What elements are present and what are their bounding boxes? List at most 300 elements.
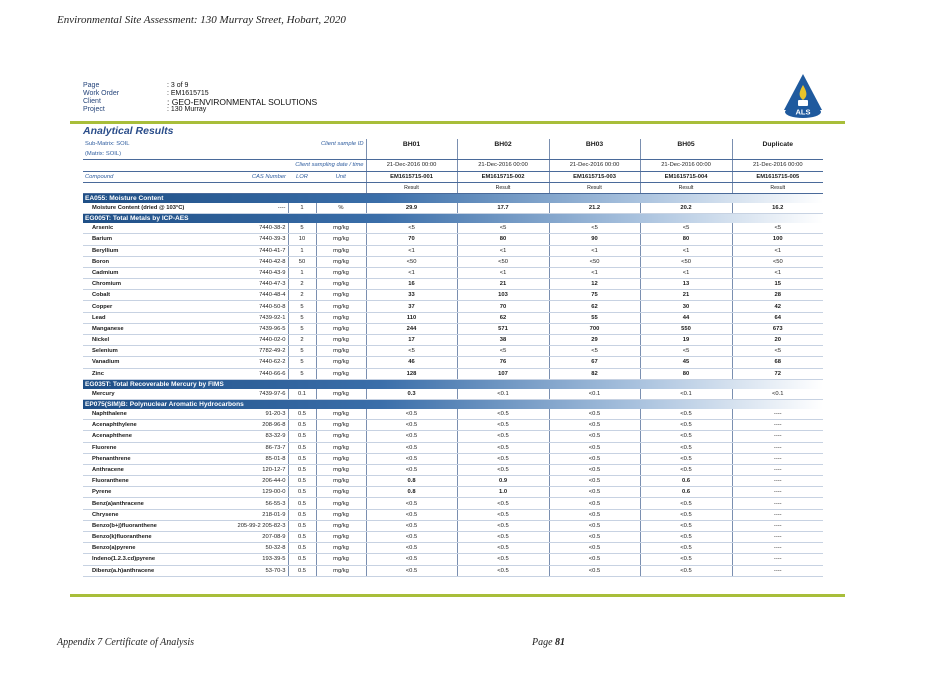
result-label: Result [457, 182, 549, 193]
cas-number: 7440-02-0 [211, 335, 288, 346]
lor-value: 5 [288, 323, 316, 334]
result-value: <0.5 [366, 565, 457, 576]
empty-cell [549, 149, 640, 160]
result-label: Result [640, 182, 732, 193]
result-value: <5 [640, 346, 732, 357]
compound-name: Benzo(a)pyrene [83, 543, 211, 554]
compound-name: Fluorene [83, 442, 211, 453]
cas-number: 91-20-3 [211, 409, 288, 420]
cas-number: ---- [211, 203, 288, 214]
result-value: <0.5 [640, 442, 732, 453]
compound-name: Benzo(b+j)fluoranthene [83, 520, 211, 531]
sample-date: 21-Dec-2016 00:00 [640, 160, 732, 171]
result-value: <0.1 [549, 389, 640, 400]
table-row [83, 234, 823, 245]
result-value: <0.5 [366, 509, 457, 520]
result-value: <1 [366, 245, 457, 256]
compound-name: Arsenic [83, 223, 211, 234]
result-value: 80 [640, 234, 732, 245]
result-value: 0.8 [366, 487, 457, 498]
cas-number: 206-44-0 [211, 476, 288, 487]
document-header: Environmental Site Assessment: 130 Murray Street, Hobart, 2020 [57, 14, 346, 26]
cas-number: 7440-43-9 [211, 267, 288, 278]
unit-value: mg/kg [316, 389, 366, 400]
sample-date: 21-Dec-2016 00:00 [549, 160, 640, 171]
cas-number: 7440-47-3 [211, 279, 288, 290]
unit-value: mg/kg [316, 290, 366, 301]
result-value: <0.5 [366, 520, 457, 531]
result-value: <0.5 [549, 409, 640, 420]
table-row [83, 290, 823, 301]
result-value: 20 [732, 335, 823, 346]
result-value: 46 [366, 357, 457, 368]
compound-name: Naphthalene [83, 409, 211, 420]
result-value: <0.5 [457, 442, 549, 453]
compound-name: Anthracene [83, 464, 211, 475]
sample-date: 21-Dec-2016 00:00 [732, 160, 823, 171]
table-row [83, 256, 823, 267]
sample-id: BH05 [640, 139, 732, 149]
result-value: 16 [366, 279, 457, 290]
result-value: <0.5 [457, 565, 549, 576]
result-value: <0.5 [549, 520, 640, 531]
result-value: ---- [732, 464, 823, 475]
result-value: <0.5 [457, 453, 549, 464]
compound-header: Compound [83, 171, 211, 182]
table-row [83, 543, 823, 554]
result-value: 571 [457, 323, 549, 334]
meta-row [83, 82, 317, 90]
lor-value: 0.5 [288, 498, 316, 509]
compound-name: Mercury [83, 389, 211, 400]
result-value: ---- [732, 554, 823, 565]
empty-cell [457, 149, 549, 160]
unit-value: mg/kg [316, 335, 366, 346]
lor-value: 0.5 [288, 509, 316, 520]
unit-value: mg/kg [316, 498, 366, 509]
result-value: <0.5 [457, 509, 549, 520]
empty-cell [83, 160, 211, 171]
unit-value: mg/kg [316, 554, 366, 565]
compound-name: Beryllium [83, 245, 211, 256]
result-value: 37 [366, 301, 457, 312]
section-title: EP075(SIM)B: Polynuclear Aromatic Hydrocarbons [83, 399, 823, 409]
table-row [83, 357, 823, 368]
result-value: ---- [732, 453, 823, 464]
compound-name: Fluoranthene [83, 476, 211, 487]
cas-number: 7782-49-2 [211, 346, 288, 357]
result-value: <5 [549, 223, 640, 234]
result-value: <0.5 [640, 420, 732, 431]
page-title: Analytical Results [83, 125, 174, 137]
cas-number: 7440-42-8 [211, 256, 288, 267]
table-row [83, 223, 823, 234]
compound-name: Benz(a)anthracene [83, 498, 211, 509]
result-value: 38 [457, 335, 549, 346]
result-value: <0.5 [640, 431, 732, 442]
result-value: <0.5 [366, 420, 457, 431]
lab-id: EM1615715-003 [549, 171, 640, 182]
result-value: <0.5 [549, 487, 640, 498]
meta-value: : 130 Murray [167, 106, 207, 113]
result-value: <1 [366, 267, 457, 278]
section-header [83, 399, 823, 409]
lor-value: 0.5 [288, 487, 316, 498]
unit-value: mg/kg [316, 420, 366, 431]
empty-cell [640, 149, 732, 160]
meta-label: Work Order [83, 90, 120, 97]
result-label: Result [549, 182, 640, 193]
lab-id: EM1615715-004 [640, 171, 732, 182]
result-value: 13 [640, 279, 732, 290]
result-value: <0.5 [366, 543, 457, 554]
result-value: 700 [549, 323, 640, 334]
result-value: <0.5 [640, 509, 732, 520]
lor-value: 0.5 [288, 554, 316, 565]
cas-number: 7440-66-6 [211, 368, 288, 379]
result-value: 16.2 [732, 203, 823, 214]
result-value: <0.5 [549, 431, 640, 442]
result-value: 70 [366, 234, 457, 245]
result-value: ---- [732, 420, 823, 431]
cas-number: 7439-97-6 [211, 389, 288, 400]
compound-name: Nickel [83, 335, 211, 346]
result-value: ---- [732, 543, 823, 554]
lor-value: 1 [288, 203, 316, 214]
result-value: <5 [549, 346, 640, 357]
result-value: ---- [732, 520, 823, 531]
table-row [83, 279, 823, 290]
section-title: EA055: Moisture Content [83, 193, 823, 203]
meta-row [83, 106, 317, 114]
unit-value: mg/kg [316, 234, 366, 245]
compound-name: Acenaphthene [83, 431, 211, 442]
result-value: <0.5 [457, 543, 549, 554]
result-value: 28 [732, 290, 823, 301]
submatrix-label: Sub-Matrix: SOIL [85, 141, 130, 148]
lor-value: 50 [288, 256, 316, 267]
result-value: <0.5 [549, 532, 640, 543]
result-value: 30 [640, 301, 732, 312]
sample-date: 21-Dec-2016 00:00 [366, 160, 457, 171]
result-value: 110 [366, 312, 457, 323]
table-row [83, 368, 823, 379]
result-value: <1 [640, 245, 732, 256]
result-value: 80 [457, 234, 549, 245]
table-row [83, 442, 823, 453]
lor-value: 0.5 [288, 532, 316, 543]
result-value: 0.3 [366, 389, 457, 400]
compound-name: Vanadium [83, 357, 211, 368]
result-value: <1 [457, 267, 549, 278]
result-value: 0.9 [457, 476, 549, 487]
result-value: <5 [457, 223, 549, 234]
cas-number: 50-32-8 [211, 543, 288, 554]
cas-number: 85-01-8 [211, 453, 288, 464]
result-value: <0.5 [366, 554, 457, 565]
table-row [83, 312, 823, 323]
table-row [83, 498, 823, 509]
unit-value: mg/kg [316, 267, 366, 278]
compound-name: Dibenz(a.h)anthracene [83, 565, 211, 576]
result-value: <0.1 [457, 389, 549, 400]
lab-id: EM1615715-005 [732, 171, 823, 182]
compound-name: Pyrene [83, 487, 211, 498]
result-value: <5 [732, 223, 823, 234]
unit-value: mg/kg [316, 301, 366, 312]
unit-value: mg/kg [316, 431, 366, 442]
result-value: ---- [732, 509, 823, 520]
table-row [83, 335, 823, 346]
meta-row [83, 98, 317, 106]
result-value: <0.5 [457, 498, 549, 509]
logo-text: ALS [795, 107, 811, 117]
result-value: <5 [457, 346, 549, 357]
result-value: 72 [732, 368, 823, 379]
result-value: <0.5 [457, 409, 549, 420]
lor-value: 5 [288, 346, 316, 357]
lor-value: 2 [288, 290, 316, 301]
result-value: <0.5 [549, 498, 640, 509]
result-value: <0.1 [640, 389, 732, 400]
result-value: 21 [457, 279, 549, 290]
result-value: 75 [549, 290, 640, 301]
result-value: 244 [366, 323, 457, 334]
compound-name: Phenanthrene [83, 453, 211, 464]
cas-number: 120-12-7 [211, 464, 288, 475]
unit-value: % [316, 203, 366, 214]
result-value: <1 [549, 267, 640, 278]
result-value: <0.5 [457, 532, 549, 543]
result-value: <0.5 [366, 532, 457, 543]
result-value: <0.5 [457, 554, 549, 565]
compound-name: Cobalt [83, 290, 211, 301]
result-value: ---- [732, 431, 823, 442]
lor-value: 0.5 [288, 464, 316, 475]
result-value: <0.5 [549, 420, 640, 431]
unit-value: mg/kg [316, 223, 366, 234]
result-value: 15 [732, 279, 823, 290]
result-value: <0.5 [457, 520, 549, 531]
cas-number: 7440-39-3 [211, 234, 288, 245]
result-value: <0.5 [366, 453, 457, 464]
table-row [83, 409, 823, 420]
result-value: 64 [732, 312, 823, 323]
result-value: <0.5 [366, 409, 457, 420]
unit-value: mg/kg [316, 453, 366, 464]
table-row [83, 565, 823, 576]
result-value: 67 [549, 357, 640, 368]
result-value: 12 [549, 279, 640, 290]
footer-appendix: Appendix 7 Certificate of Analysis [57, 637, 195, 648]
result-value: <5 [366, 346, 457, 357]
unit-value: mg/kg [316, 312, 366, 323]
table-row [83, 532, 823, 543]
result-value: <1 [732, 245, 823, 256]
result-value: <0.5 [549, 509, 640, 520]
compound-name: Chrysene [83, 509, 211, 520]
lor-value: 2 [288, 279, 316, 290]
lor-value: 10 [288, 234, 316, 245]
footer-page-label: Page [532, 637, 553, 648]
result-value: 0.8 [366, 476, 457, 487]
result-value: 673 [732, 323, 823, 334]
lor-value: 0.5 [288, 431, 316, 442]
cas-number: 7440-48-4 [211, 290, 288, 301]
result-value: ---- [732, 442, 823, 453]
sample-id: BH03 [549, 139, 640, 149]
result-value: <0.5 [549, 442, 640, 453]
table-row [83, 267, 823, 278]
table-row [83, 464, 823, 475]
section-header [83, 193, 823, 203]
unit-value: mg/kg [316, 565, 366, 576]
lor-value: 0.5 [288, 543, 316, 554]
sample-id-row [83, 139, 823, 149]
cas-number: 7439-96-5 [211, 323, 288, 334]
cas-number: 7440-50-8 [211, 301, 288, 312]
empty-cell [211, 149, 366, 160]
compound-name: Boron [83, 256, 211, 267]
result-value: <0.5 [366, 464, 457, 475]
result-value: <0.5 [640, 464, 732, 475]
result-value: <0.5 [366, 431, 457, 442]
table-row [83, 520, 823, 531]
lor-value: 2 [288, 335, 316, 346]
result-value: ---- [732, 409, 823, 420]
result-label: Result [366, 182, 457, 193]
result-value: <0.5 [366, 442, 457, 453]
matrix-row [83, 149, 823, 160]
table-row [83, 323, 823, 334]
result-value: <50 [732, 256, 823, 267]
result-value: <0.5 [640, 520, 732, 531]
result-value: <0.5 [549, 565, 640, 576]
table-row [83, 245, 823, 256]
sample-date-row [83, 160, 823, 171]
result-value: 70 [457, 301, 549, 312]
lor-value: 1 [288, 245, 316, 256]
unit-value: mg/kg [316, 357, 366, 368]
sampling-date-label: Client sampling date / time [211, 160, 366, 171]
cas-number: 86-73-7 [211, 442, 288, 453]
report-meta [83, 82, 317, 114]
result-value: <0.5 [640, 532, 732, 543]
result-value: 1.0 [457, 487, 549, 498]
result-value: <50 [640, 256, 732, 267]
meta-label: Project [83, 106, 105, 113]
result-value: 107 [457, 368, 549, 379]
result-value: 82 [549, 368, 640, 379]
unit-value: mg/kg [316, 509, 366, 520]
result-value: ---- [732, 498, 823, 509]
lab-id-row [83, 171, 823, 182]
result-value: <0.5 [457, 420, 549, 431]
result-value: <0.5 [549, 543, 640, 554]
table-row [83, 301, 823, 312]
result-value: <5 [640, 223, 732, 234]
result-value: 21 [640, 290, 732, 301]
empty-cell [83, 182, 366, 193]
lor-value: 5 [288, 368, 316, 379]
empty-cell [732, 149, 823, 160]
sample-date: 21-Dec-2016 00:00 [457, 160, 549, 171]
result-value: 17 [366, 335, 457, 346]
lor-value: 5 [288, 223, 316, 234]
compound-name: Copper [83, 301, 211, 312]
table-row [83, 431, 823, 442]
result-value: <0.5 [549, 453, 640, 464]
result-value: <0.5 [366, 498, 457, 509]
result-value: <0.5 [457, 464, 549, 475]
unit-value: mg/kg [316, 520, 366, 531]
result-value: 20.2 [640, 203, 732, 214]
cas-number: 7440-62-2 [211, 357, 288, 368]
client-sample-id-label: Client sample ID [320, 141, 364, 148]
unit-value: mg/kg [316, 442, 366, 453]
unit-value: mg/kg [316, 346, 366, 357]
result-value: <0.5 [549, 554, 640, 565]
result-value: 68 [732, 357, 823, 368]
result-value: ---- [732, 487, 823, 498]
result-value: <5 [366, 223, 457, 234]
cas-number: 53-70-3 [211, 565, 288, 576]
table-row [83, 554, 823, 565]
lor-header: LOR [288, 171, 316, 182]
compound-name: Zinc [83, 368, 211, 379]
cas-header: CAS Number [211, 171, 288, 182]
unit-value: mg/kg [316, 476, 366, 487]
compound-name: Chromium [83, 279, 211, 290]
result-value: <50 [549, 256, 640, 267]
result-value: <0.5 [549, 464, 640, 475]
sample-id: BH02 [457, 139, 549, 149]
meta-value: : GEO-ENVIRONMENTAL SOLUTIONS [167, 97, 318, 107]
result-label: Result [732, 182, 823, 193]
result-value: 80 [640, 368, 732, 379]
result-value: 100 [732, 234, 823, 245]
table-row [83, 389, 823, 400]
als-logo-icon [782, 72, 824, 120]
compound-name: Moisture Content (dried @ 103°C) [83, 203, 211, 214]
cas-number: 7440-38-2 [211, 223, 288, 234]
footer-rule [70, 594, 845, 597]
unit-header: Unit [316, 171, 366, 182]
result-value: 128 [366, 368, 457, 379]
section-header [83, 379, 823, 389]
lor-value: 0.5 [288, 453, 316, 464]
unit-value: mg/kg [316, 368, 366, 379]
result-value: <50 [457, 256, 549, 267]
sample-id: BH01 [366, 139, 457, 149]
cas-number: 205-99-2 205-82-3 [211, 520, 288, 531]
lor-value: 1 [288, 267, 316, 278]
result-value: 42 [732, 301, 823, 312]
compound-name: Lead [83, 312, 211, 323]
lab-id: EM1615715-001 [366, 171, 457, 182]
result-value: <1 [549, 245, 640, 256]
table-row [83, 420, 823, 431]
cas-number: 7439-92-1 [211, 312, 288, 323]
result-value: 550 [640, 323, 732, 334]
lor-value: 0.5 [288, 520, 316, 531]
result-value: 33 [366, 290, 457, 301]
result-value: <0.5 [640, 409, 732, 420]
cas-number: 56-55-3 [211, 498, 288, 509]
section-header [83, 214, 823, 224]
result-value: 62 [549, 301, 640, 312]
result-value: <1 [732, 267, 823, 278]
